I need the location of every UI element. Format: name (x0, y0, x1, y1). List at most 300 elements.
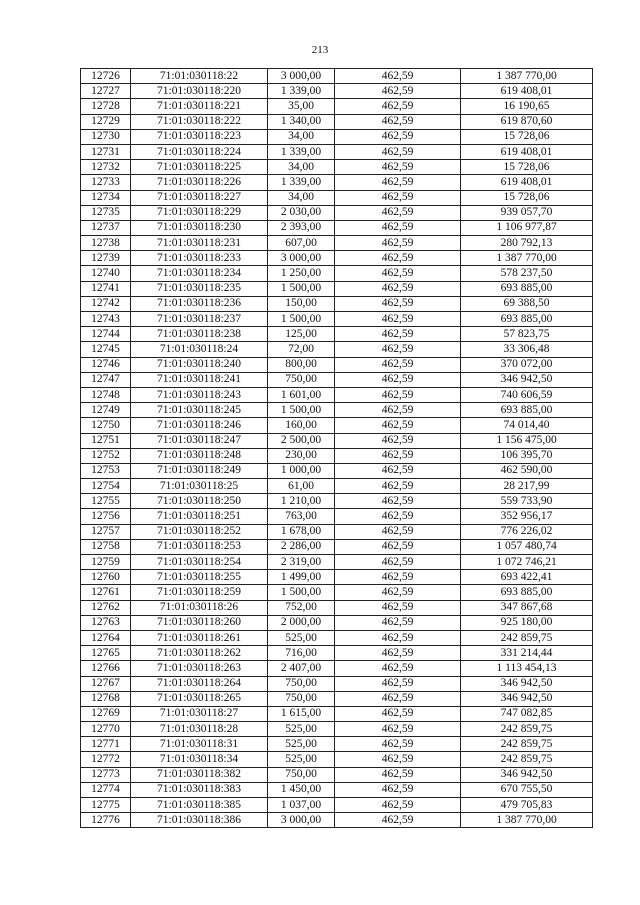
cadastral-value-cell: 693 885,00 (461, 312, 593, 327)
cadastral-number-cell: 71:01:030118:229 (131, 205, 268, 220)
row-number-cell: 12727 (81, 84, 131, 99)
area-cell: 1 450,00 (268, 782, 335, 797)
specific-value-cell: 462,59 (335, 509, 461, 524)
row-number-cell: 12739 (81, 251, 131, 266)
area-cell: 607,00 (268, 236, 335, 251)
cadastral-number-cell: 71:01:030118:255 (131, 570, 268, 585)
area-cell: 750,00 (268, 691, 335, 706)
cadastral-number-cell: 71:01:030118:240 (131, 357, 268, 372)
cadastral-value-cell: 1 387 770,00 (461, 813, 593, 828)
specific-value-cell: 462,59 (335, 661, 461, 676)
specific-value-cell: 462,59 (335, 752, 461, 767)
row-number-cell: 12752 (81, 448, 131, 463)
row-number-cell: 12767 (81, 676, 131, 691)
row-number-cell: 12773 (81, 767, 131, 782)
row-number-cell: 12742 (81, 296, 131, 311)
cadastral-number-cell: 71:01:030118:222 (131, 114, 268, 129)
table-row (81, 114, 593, 129)
row-number-cell: 12748 (81, 387, 131, 402)
cadastral-value-cell: 479 705,83 (461, 798, 593, 813)
cadastral-number-cell: 71:01:030118:261 (131, 630, 268, 645)
area-cell: 525,00 (268, 752, 335, 767)
cadastral-value-cell: 242 859,75 (461, 737, 593, 752)
specific-value-cell: 462,59 (335, 387, 461, 402)
row-number-cell: 12733 (81, 175, 131, 190)
cadastral-number-cell: 71:01:030118:385 (131, 798, 268, 813)
cadastral-value-cell: 462 590,00 (461, 463, 593, 478)
area-cell: 2 286,00 (268, 539, 335, 554)
cadastral-number-cell: 71:01:030118:31 (131, 737, 268, 752)
cadastral-number-cell: 71:01:030118:243 (131, 387, 268, 402)
specific-value-cell: 462,59 (335, 479, 461, 494)
area-cell: 1 340,00 (268, 114, 335, 129)
cadastral-number-cell: 71:01:030118:27 (131, 706, 268, 721)
table-row (81, 251, 593, 266)
row-number-cell: 12768 (81, 691, 131, 706)
area-cell: 750,00 (268, 767, 335, 782)
cadastral-value-cell: 619 408,01 (461, 144, 593, 159)
cadastral-value-cell: 347 867,68 (461, 600, 593, 615)
table-row (81, 494, 593, 509)
row-number-cell: 12759 (81, 555, 131, 570)
table-row (81, 539, 593, 554)
area-cell: 1 339,00 (268, 175, 335, 190)
cadastral-number-cell: 71:01:030118:28 (131, 722, 268, 737)
specific-value-cell: 462,59 (335, 555, 461, 570)
table-row (81, 585, 593, 600)
area-cell: 61,00 (268, 479, 335, 494)
specific-value-cell: 462,59 (335, 524, 461, 539)
area-cell: 2 030,00 (268, 205, 335, 220)
row-number-cell: 12744 (81, 327, 131, 342)
area-cell: 150,00 (268, 296, 335, 311)
table-row (81, 281, 593, 296)
table-row (81, 630, 593, 645)
cadastral-number-cell: 71:01:030118:226 (131, 175, 268, 190)
table-row (81, 342, 593, 357)
area-cell: 3 000,00 (268, 813, 335, 828)
cadastral-number-cell: 71:01:030118:220 (131, 84, 268, 99)
area-cell: 230,00 (268, 448, 335, 463)
table-row (81, 266, 593, 281)
table-row (81, 160, 593, 175)
specific-value-cell: 462,59 (335, 327, 461, 342)
specific-value-cell: 462,59 (335, 99, 461, 114)
specific-value-cell: 462,59 (335, 236, 461, 251)
cadastral-value-cell: 693 885,00 (461, 403, 593, 418)
row-number-cell: 12731 (81, 144, 131, 159)
area-cell: 125,00 (268, 327, 335, 342)
cadastral-value-cell: 242 859,75 (461, 630, 593, 645)
row-number-cell: 12730 (81, 129, 131, 144)
cadastral-number-cell: 71:01:030118:237 (131, 312, 268, 327)
cadastral-value-cell: 346 942,50 (461, 767, 593, 782)
area-cell: 34,00 (268, 129, 335, 144)
row-number-cell: 12770 (81, 722, 131, 737)
row-number-cell: 12728 (81, 99, 131, 114)
cadastral-value-table (80, 68, 593, 828)
cadastral-value-cell: 15 728,06 (461, 129, 593, 144)
table-row (81, 99, 593, 114)
cadastral-value-cell: 74 014,40 (461, 418, 593, 433)
area-cell: 525,00 (268, 737, 335, 752)
cadastral-number-cell: 71:01:030118:246 (131, 418, 268, 433)
table-row (81, 205, 593, 220)
table-row (81, 84, 593, 99)
area-cell: 1 339,00 (268, 144, 335, 159)
specific-value-cell: 462,59 (335, 767, 461, 782)
specific-value-cell: 462,59 (335, 144, 461, 159)
row-number-cell: 12751 (81, 433, 131, 448)
cadastral-value-cell: 346 942,50 (461, 372, 593, 387)
area-cell: 525,00 (268, 630, 335, 645)
cadastral-value-cell: 1 057 480,74 (461, 539, 593, 554)
specific-value-cell: 462,59 (335, 782, 461, 797)
cadastral-number-cell: 71:01:030118:24 (131, 342, 268, 357)
table-row (81, 372, 593, 387)
area-cell: 3 000,00 (268, 251, 335, 266)
cadastral-number-cell: 71:01:030118:224 (131, 144, 268, 159)
row-number-cell: 12766 (81, 661, 131, 676)
area-cell: 1 601,00 (268, 387, 335, 402)
page-number: 213 (311, 44, 329, 56)
specific-value-cell: 462,59 (335, 737, 461, 752)
cadastral-value-cell: 1 387 770,00 (461, 69, 593, 84)
row-number-cell: 12749 (81, 403, 131, 418)
cadastral-number-cell: 71:01:030118:236 (131, 296, 268, 311)
cadastral-value-cell: 15 728,06 (461, 160, 593, 175)
specific-value-cell: 462,59 (335, 175, 461, 190)
specific-value-cell: 462,59 (335, 630, 461, 645)
specific-value-cell: 462,59 (335, 357, 461, 372)
specific-value-cell: 462,59 (335, 84, 461, 99)
table-row (81, 144, 593, 159)
area-cell: 800,00 (268, 357, 335, 372)
area-cell: 160,00 (268, 418, 335, 433)
row-number-cell: 12776 (81, 813, 131, 828)
cadastral-value-cell: 15 728,06 (461, 190, 593, 205)
specific-value-cell: 462,59 (335, 494, 461, 509)
table-row (81, 175, 593, 190)
area-cell: 2 393,00 (268, 220, 335, 235)
specific-value-cell: 462,59 (335, 372, 461, 387)
area-cell: 1 339,00 (268, 84, 335, 99)
specific-value-cell: 462,59 (335, 585, 461, 600)
cadastral-value-cell: 280 792,13 (461, 236, 593, 251)
cadastral-value-cell: 747 082,85 (461, 706, 593, 721)
table-row (81, 418, 593, 433)
table-row (81, 661, 593, 676)
table-row (81, 220, 593, 235)
row-number-cell: 12737 (81, 220, 131, 235)
table-row (81, 676, 593, 691)
cadastral-value-cell: 670 755,50 (461, 782, 593, 797)
table-row (81, 706, 593, 721)
cadastral-number-cell: 71:01:030118:221 (131, 99, 268, 114)
area-cell: 1 500,00 (268, 403, 335, 418)
table-row (81, 387, 593, 402)
cadastral-value-cell: 57 823,75 (461, 327, 593, 342)
cadastral-value-cell: 1 106 977,87 (461, 220, 593, 235)
cadastral-value-cell: 578 237,50 (461, 266, 593, 281)
row-number-cell: 12756 (81, 509, 131, 524)
row-number-cell: 12740 (81, 266, 131, 281)
specific-value-cell: 462,59 (335, 539, 461, 554)
table-row (81, 479, 593, 494)
table-row (81, 767, 593, 782)
cadastral-value-cell: 28 217,99 (461, 479, 593, 494)
area-cell: 1 500,00 (268, 585, 335, 600)
cadastral-value-cell: 1 156 475,00 (461, 433, 593, 448)
table-row (81, 737, 593, 752)
table-row (81, 448, 593, 463)
row-number-cell: 12760 (81, 570, 131, 585)
area-cell: 1 000,00 (268, 463, 335, 478)
cadastral-value-cell: 1 113 454,13 (461, 661, 593, 676)
row-number-cell: 12775 (81, 798, 131, 813)
cadastral-value-cell: 939 057,70 (461, 205, 593, 220)
cadastral-number-cell: 71:01:030118:233 (131, 251, 268, 266)
table-row (81, 463, 593, 478)
specific-value-cell: 462,59 (335, 190, 461, 205)
area-cell: 1 500,00 (268, 281, 335, 296)
cadastral-value-cell: 925 180,00 (461, 615, 593, 630)
cadastral-number-cell: 71:01:030118:238 (131, 327, 268, 342)
cadastral-number-cell: 71:01:030118:253 (131, 539, 268, 554)
area-cell: 750,00 (268, 372, 335, 387)
area-cell: 1 678,00 (268, 524, 335, 539)
area-cell: 750,00 (268, 676, 335, 691)
cadastral-number-cell: 71:01:030118:382 (131, 767, 268, 782)
table-row (81, 615, 593, 630)
table-row (81, 509, 593, 524)
row-number-cell: 12741 (81, 281, 131, 296)
area-cell: 2 000,00 (268, 615, 335, 630)
cadastral-value-cell: 619 408,01 (461, 175, 593, 190)
specific-value-cell: 462,59 (335, 691, 461, 706)
table-body (81, 69, 593, 828)
area-cell: 716,00 (268, 646, 335, 661)
table-row (81, 403, 593, 418)
cadastral-value-cell: 242 859,75 (461, 752, 593, 767)
specific-value-cell: 462,59 (335, 706, 461, 721)
cadastral-value-cell: 619 870,60 (461, 114, 593, 129)
table-row (81, 600, 593, 615)
specific-value-cell: 462,59 (335, 296, 461, 311)
table-row (81, 798, 593, 813)
cadastral-value-cell: 776 226,02 (461, 524, 593, 539)
area-cell: 3 000,00 (268, 69, 335, 84)
specific-value-cell: 462,59 (335, 722, 461, 737)
row-number-cell: 12750 (81, 418, 131, 433)
specific-value-cell: 462,59 (335, 251, 461, 266)
area-cell: 1 500,00 (268, 312, 335, 327)
cadastral-value-cell: 242 859,75 (461, 722, 593, 737)
table-row (81, 524, 593, 539)
cadastral-value-cell: 693 885,00 (461, 281, 593, 296)
table-row (81, 190, 593, 205)
row-number-cell: 12729 (81, 114, 131, 129)
specific-value-cell: 462,59 (335, 600, 461, 615)
area-cell: 752,00 (268, 600, 335, 615)
table-row (81, 782, 593, 797)
specific-value-cell: 462,59 (335, 266, 461, 281)
cadastral-number-cell: 71:01:030118:260 (131, 615, 268, 630)
cadastral-number-cell: 71:01:030118:265 (131, 691, 268, 706)
specific-value-cell: 462,59 (335, 813, 461, 828)
specific-value-cell: 462,59 (335, 676, 461, 691)
table-row (81, 236, 593, 251)
table-row (81, 296, 593, 311)
cadastral-value-cell: 1 072 746,21 (461, 555, 593, 570)
specific-value-cell: 462,59 (335, 646, 461, 661)
row-number-cell: 12745 (81, 342, 131, 357)
specific-value-cell: 462,59 (335, 448, 461, 463)
area-cell: 34,00 (268, 190, 335, 205)
cadastral-number-cell: 71:01:030118:251 (131, 509, 268, 524)
cadastral-number-cell: 71:01:030118:227 (131, 190, 268, 205)
specific-value-cell: 462,59 (335, 312, 461, 327)
table-row (81, 646, 593, 661)
specific-value-cell: 462,59 (335, 205, 461, 220)
cadastral-number-cell: 71:01:030118:22 (131, 69, 268, 84)
row-number-cell: 12746 (81, 357, 131, 372)
specific-value-cell: 462,59 (335, 433, 461, 448)
table-row (81, 357, 593, 372)
specific-value-cell: 462,59 (335, 220, 461, 235)
area-cell: 35,00 (268, 99, 335, 114)
cadastral-number-cell: 71:01:030118:25 (131, 479, 268, 494)
row-number-cell: 12764 (81, 630, 131, 645)
cadastral-number-cell: 71:01:030118:262 (131, 646, 268, 661)
specific-value-cell: 462,59 (335, 114, 461, 129)
table-row (81, 69, 593, 84)
row-number-cell: 12735 (81, 205, 131, 220)
row-number-cell: 12734 (81, 190, 131, 205)
area-cell: 525,00 (268, 722, 335, 737)
row-number-cell: 12754 (81, 479, 131, 494)
specific-value-cell: 462,59 (335, 403, 461, 418)
area-cell: 1 499,00 (268, 570, 335, 585)
cadastral-value-cell: 331 214,44 (461, 646, 593, 661)
row-number-cell: 12726 (81, 69, 131, 84)
cadastral-value-cell: 559 733,90 (461, 494, 593, 509)
area-cell: 1 037,00 (268, 798, 335, 813)
cadastral-value-cell: 106 395,70 (461, 448, 593, 463)
table-row (81, 129, 593, 144)
cadastral-number-cell: 71:01:030118:263 (131, 661, 268, 676)
cadastral-number-cell: 71:01:030118:250 (131, 494, 268, 509)
row-number-cell: 12757 (81, 524, 131, 539)
table-row (81, 722, 593, 737)
cadastral-number-cell: 71:01:030118:235 (131, 281, 268, 296)
area-cell: 1 615,00 (268, 706, 335, 721)
row-number-cell: 12774 (81, 782, 131, 797)
area-cell: 72,00 (268, 342, 335, 357)
area-cell: 763,00 (268, 509, 335, 524)
cadastral-number-cell: 71:01:030118:259 (131, 585, 268, 600)
cadastral-value-cell: 693 422,41 (461, 570, 593, 585)
cadastral-number-cell: 71:01:030118:383 (131, 782, 268, 797)
cadastral-number-cell: 71:01:030118:245 (131, 403, 268, 418)
row-number-cell: 12763 (81, 615, 131, 630)
specific-value-cell: 462,59 (335, 615, 461, 630)
table-row (81, 691, 593, 706)
row-number-cell: 12738 (81, 236, 131, 251)
row-number-cell: 12771 (81, 737, 131, 752)
area-cell: 1 210,00 (268, 494, 335, 509)
row-number-cell: 12755 (81, 494, 131, 509)
specific-value-cell: 462,59 (335, 570, 461, 585)
row-number-cell: 12769 (81, 706, 131, 721)
specific-value-cell: 462,59 (335, 69, 461, 84)
cadastral-value-cell: 33 306,48 (461, 342, 593, 357)
cadastral-value-cell: 346 942,50 (461, 691, 593, 706)
area-cell: 2 407,00 (268, 661, 335, 676)
cadastral-number-cell: 71:01:030118:247 (131, 433, 268, 448)
specific-value-cell: 462,59 (335, 281, 461, 296)
cadastral-number-cell: 71:01:030118:26 (131, 600, 268, 615)
cadastral-value-cell: 352 956,17 (461, 509, 593, 524)
cadastral-number-cell: 71:01:030118:241 (131, 372, 268, 387)
cadastral-number-cell: 71:01:030118:234 (131, 266, 268, 281)
table-row (81, 813, 593, 828)
table-row (81, 570, 593, 585)
area-cell: 1 250,00 (268, 266, 335, 281)
table-row (81, 433, 593, 448)
row-number-cell: 12732 (81, 160, 131, 175)
specific-value-cell: 462,59 (335, 160, 461, 175)
cadastral-value-cell: 740 606,59 (461, 387, 593, 402)
area-cell: 34,00 (268, 160, 335, 175)
cadastral-number-cell: 71:01:030118:34 (131, 752, 268, 767)
cadastral-value-cell: 619 408,01 (461, 84, 593, 99)
row-number-cell: 12762 (81, 600, 131, 615)
table-row (81, 312, 593, 327)
row-number-cell: 12743 (81, 312, 131, 327)
cadastral-value-cell: 346 942,50 (461, 676, 593, 691)
cadastral-number-cell: 71:01:030118:264 (131, 676, 268, 691)
cadastral-number-cell: 71:01:030118:230 (131, 220, 268, 235)
area-cell: 2 500,00 (268, 433, 335, 448)
cadastral-value-cell: 69 388,50 (461, 296, 593, 311)
cadastral-number-cell: 71:01:030118:386 (131, 813, 268, 828)
specific-value-cell: 462,59 (335, 129, 461, 144)
cadastral-value-cell: 693 885,00 (461, 585, 593, 600)
specific-value-cell: 462,59 (335, 342, 461, 357)
row-number-cell: 12758 (81, 539, 131, 554)
cadastral-number-cell: 71:01:030118:223 (131, 129, 268, 144)
row-number-cell: 12761 (81, 585, 131, 600)
cadastral-number-cell: 71:01:030118:254 (131, 555, 268, 570)
area-cell: 2 319,00 (268, 555, 335, 570)
row-number-cell: 12753 (81, 463, 131, 478)
row-number-cell: 12772 (81, 752, 131, 767)
cadastral-value-cell: 370 072,00 (461, 357, 593, 372)
table-row (81, 327, 593, 342)
cadastral-value-cell: 16 190,65 (461, 99, 593, 114)
cadastral-number-cell: 71:01:030118:225 (131, 160, 268, 175)
cadastral-number-cell: 71:01:030118:252 (131, 524, 268, 539)
specific-value-cell: 462,59 (335, 418, 461, 433)
cadastral-number-cell: 71:01:030118:231 (131, 236, 268, 251)
cadastral-number-cell: 71:01:030118:248 (131, 448, 268, 463)
cadastral-number-cell: 71:01:030118:249 (131, 463, 268, 478)
specific-value-cell: 462,59 (335, 798, 461, 813)
specific-value-cell: 462,59 (335, 463, 461, 478)
cadastral-value-cell: 1 387 770,00 (461, 251, 593, 266)
row-number-cell: 12747 (81, 372, 131, 387)
